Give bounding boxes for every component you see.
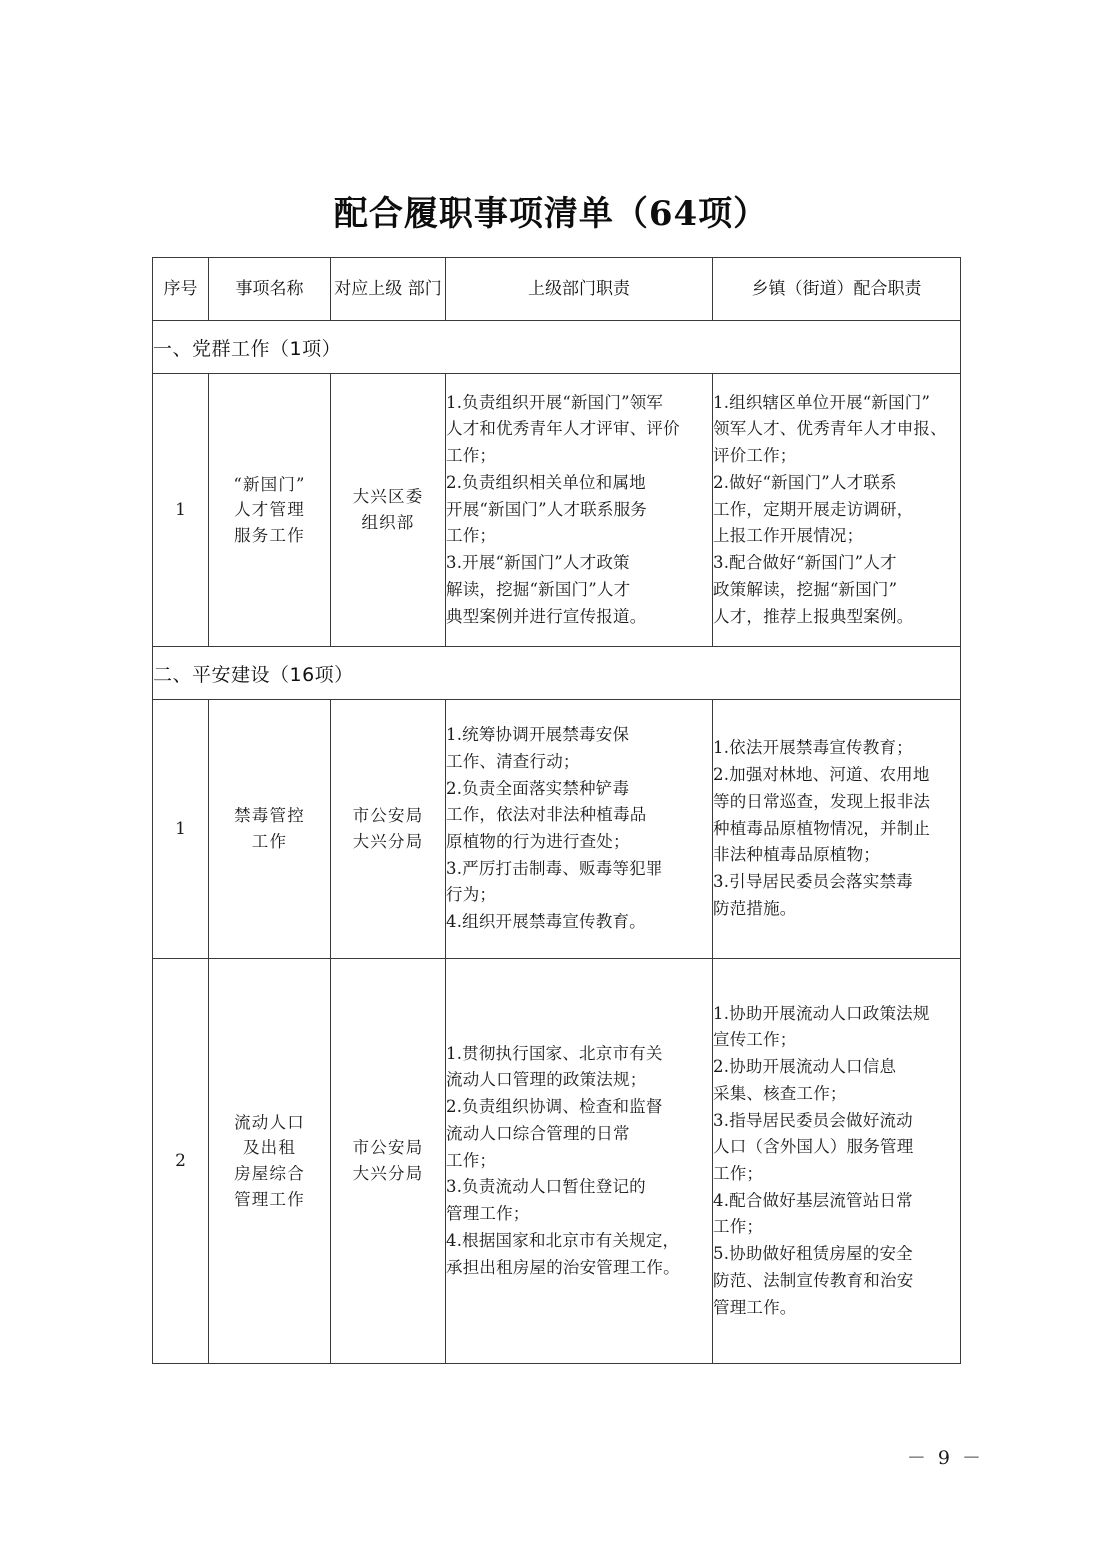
text-line: 采集、核查工作； — [713, 1083, 847, 1103]
text-line: 1.依法开展禁毒宣传教育； — [713, 738, 913, 758]
text-line: 人才，推荐上报典型案例。 — [713, 606, 914, 626]
text-line: 流动人口管理的政策法规； — [446, 1070, 647, 1090]
text-line: 大兴区委 — [352, 487, 424, 507]
row-upper-duties — [446, 700, 713, 959]
text-line: 防范措施。 — [713, 898, 797, 918]
text-line: 1.协助开展流动人口政策法规 — [713, 1003, 930, 1023]
text-line: 4.配合做好基层流管站日常 — [713, 1190, 913, 1210]
text-line: 房屋综合 — [234, 1164, 305, 1183]
row-upper-duties — [446, 959, 713, 1364]
row-upper-department — [331, 959, 446, 1364]
text-line: 3.严厉打击制毒、贩毒等犯罪 — [446, 858, 663, 878]
text-line: 工作； — [446, 1150, 497, 1170]
row-item-name — [209, 700, 331, 959]
text-line: 2.负责组织协调、检查和监督 — [446, 1097, 663, 1117]
text-line: 防范、法制宣传教育和治安 — [713, 1270, 914, 1290]
text-line: 2.负责全面落实禁种铲毒 — [446, 778, 630, 798]
text-line: 非法种植毒品原植物； — [713, 845, 880, 865]
table-row — [153, 959, 961, 1364]
text-line: 上报工作开展情况； — [713, 526, 864, 546]
text-line: 等的日常巡查，发现上报非法 — [713, 791, 931, 811]
text-line: 3.配合做好“新国门”人才 — [713, 553, 897, 573]
text-line: 人才管理 — [234, 500, 305, 520]
row-number: 1 — [153, 374, 209, 647]
text-line: 4.组织开展禁毒宣传教育。 — [446, 912, 646, 932]
row-township-duties — [713, 374, 961, 647]
duties-table-wrapper — [152, 257, 960, 1364]
text-line: 典型案例并进行宣传报道。 — [446, 606, 647, 626]
table-row — [153, 374, 961, 647]
text-line: 政策解读，挖掘“新国门” — [713, 579, 898, 599]
column-header-dept — [331, 258, 446, 321]
row-number: 2 — [153, 959, 209, 1364]
text-line: 行为； — [446, 885, 497, 905]
column-header-dept-line2: 部门 — [407, 278, 442, 299]
column-header-dept-line1: 对应上级 — [334, 278, 403, 299]
text-line: 3.指导居民委员会做好流动 — [713, 1110, 913, 1130]
text-line: 5.协助做好租赁房屋的安全 — [713, 1244, 913, 1264]
text-line: 1.负责组织开展“新国门”领军 — [446, 392, 664, 412]
row-township-duties — [713, 959, 961, 1364]
text-line: 种植毒品原植物情况，并制止 — [713, 818, 931, 838]
column-header-no: 序号 — [153, 258, 209, 321]
row-item-name — [209, 374, 331, 647]
text-line: 工作 — [251, 832, 288, 851]
text-line: 市公安局 — [352, 806, 424, 826]
text-line: 组织部 — [361, 513, 415, 532]
row-number: 1 — [153, 700, 209, 959]
text-line: 市公安局 — [352, 1138, 424, 1158]
text-line: 大兴分局 — [352, 832, 424, 851]
section-header-row-party — [153, 321, 961, 374]
text-line: 1.组织辖区单位开展“新国门” — [713, 392, 931, 412]
text-line: 3.负责流动人口暂住登记的 — [446, 1177, 646, 1197]
text-line: “新国门” — [233, 474, 306, 494]
text-line: 流动人口综合管理的日常 — [446, 1123, 630, 1143]
section-heading-safety: 二、平安建设（16项） — [153, 647, 961, 700]
duties-table — [152, 257, 961, 1364]
text-line: 工作，依法对非法种植毒品 — [446, 805, 647, 825]
row-upper-department — [331, 700, 446, 959]
text-line: 原植物的行为进行查处； — [446, 832, 630, 851]
text-line: 3.引导居民委员会落实禁毒 — [713, 872, 913, 892]
text-line: 工作； — [446, 446, 497, 466]
text-line: 开展“新国门”人才联系服务 — [446, 499, 647, 519]
text-line: 工作； — [713, 1164, 764, 1183]
text-line: 管理工作 — [234, 1189, 305, 1209]
table-row — [153, 700, 961, 959]
text-line: 流动人口 — [234, 1112, 305, 1132]
row-item-name — [209, 959, 331, 1364]
column-header-coop: 乡镇（街道）配合职责 — [713, 258, 961, 321]
text-line: 大兴分局 — [352, 1164, 424, 1183]
text-line: 人口（含外国人）服务管理 — [713, 1137, 914, 1157]
text-line: 1.统筹协调开展禁毒安保 — [446, 725, 630, 745]
text-line: 2.做好“新国门”人才联系 — [713, 472, 897, 492]
column-header-name: 事项名称 — [209, 258, 331, 321]
section-header-row-safety — [153, 647, 961, 700]
text-line: 工作，定期开展走访调研， — [713, 499, 914, 519]
text-line: 承担出租房屋的治安管理工作。 — [446, 1257, 680, 1277]
text-line: 及出租 — [242, 1138, 297, 1158]
text-line: 工作； — [713, 1217, 764, 1237]
text-line: 管理工作。 — [713, 1297, 797, 1317]
column-header-duty: 上级部门职责 — [446, 258, 713, 321]
text-line: 2.协助开展流动人口信息 — [713, 1057, 897, 1077]
text-line: 领军人才、优秀青年人才申报、 — [713, 419, 947, 439]
page-title: 配合履职事项清单（64项） — [333, 194, 769, 234]
page-number: － 9 － — [906, 1447, 984, 1469]
text-line: 2.负责组织相关单位和属地 — [446, 472, 646, 492]
text-line: 人才和优秀青年人才评审、评价 — [446, 419, 680, 439]
row-township-duties — [713, 700, 961, 959]
text-line: 工作、清查行动； — [446, 751, 580, 771]
text-line: 3.开展“新国门”人才政策 — [446, 553, 630, 573]
text-line: 工作； — [446, 526, 497, 546]
text-line: 4.根据国家和北京市有关规定， — [446, 1230, 680, 1250]
text-line: 1.贯彻执行国家、北京市有关 — [446, 1043, 663, 1063]
text-line: 2.加强对林地、河道、农用地 — [713, 765, 930, 785]
table-header-row — [153, 258, 961, 321]
text-line: 解读，挖掘“新国门”人才 — [446, 579, 631, 599]
row-upper-duties — [446, 374, 713, 647]
text-line: 宣传工作； — [713, 1030, 797, 1050]
section-heading-party: 一、党群工作（1项） — [153, 321, 961, 374]
text-line: 禁毒管控 — [234, 806, 305, 826]
text-line: 管理工作； — [446, 1204, 530, 1224]
row-upper-department — [331, 374, 446, 647]
text-line: 评价工作； — [713, 446, 797, 466]
text-line: 服务工作 — [234, 525, 305, 545]
